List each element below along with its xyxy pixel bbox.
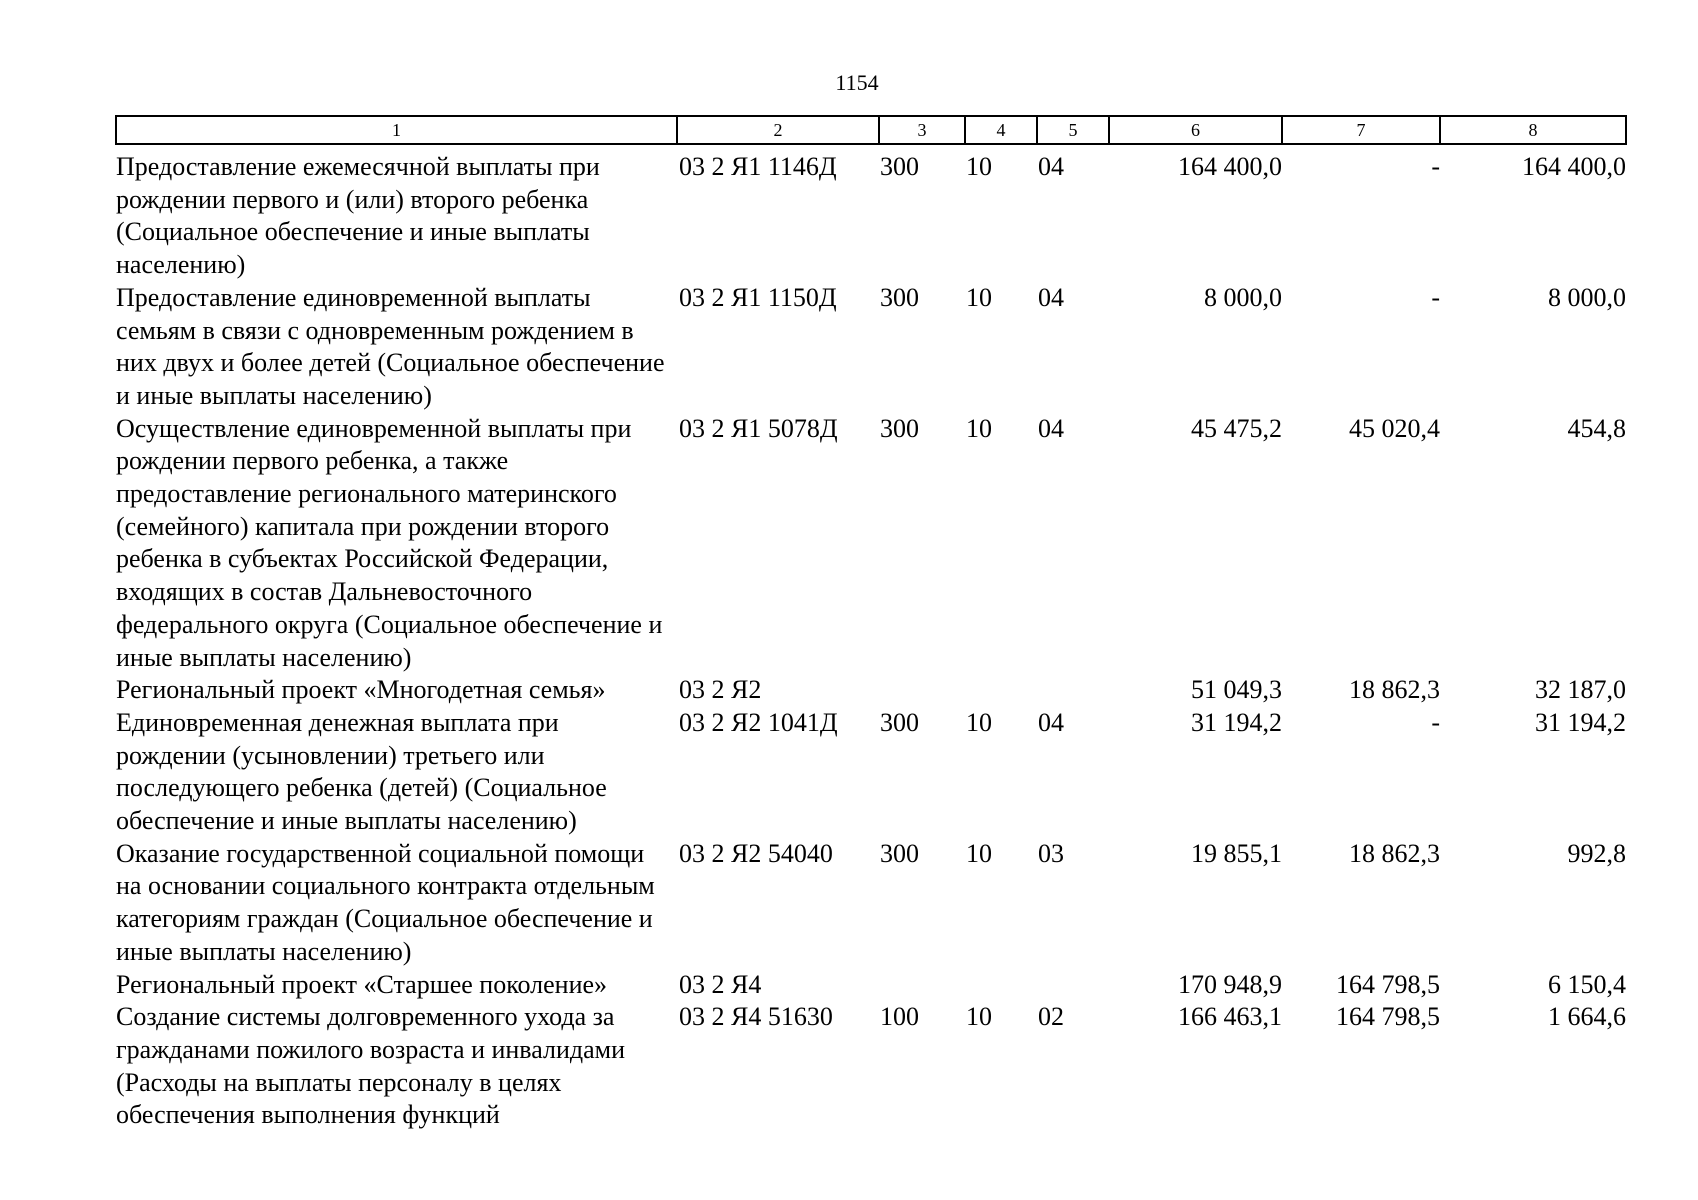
- row-col4: 10: [966, 282, 992, 312]
- row-col5: 04: [1038, 152, 1064, 181]
- row-code: 03 2 Я1 5078Д: [679, 413, 838, 443]
- row-col6: 19 855,1: [1191, 838, 1282, 868]
- row-col3: 300: [880, 152, 919, 181]
- row-col3: [879, 969, 965, 1002]
- row-description: Региональный проект «Многодетная семья»: [116, 675, 606, 705]
- row-col8: 454,8: [1567, 413, 1626, 443]
- budget-table: [115, 115, 1627, 1132]
- row-col7: 18 862,3: [1349, 838, 1440, 868]
- table-row: [116, 838, 1626, 969]
- row-description: Предоставление единовременной выплаты семьям в связи с одновременным рождением в них двух и более детей (Социальное обеспечение и иные выплаты населению): [116, 282, 665, 410]
- row-col8: 6 150,4: [1548, 969, 1626, 999]
- row-col3: 100: [880, 1002, 919, 1032]
- row-col8: 992,8: [1567, 838, 1626, 868]
- column-header-3: 3: [879, 116, 965, 144]
- column-header-8: 8: [1440, 116, 1626, 144]
- table-row: [116, 282, 1626, 413]
- row-code: 03 2 Я4: [679, 969, 762, 999]
- row-col5: [1037, 969, 1109, 1002]
- row-col4: [965, 674, 1037, 707]
- table-row: [116, 413, 1626, 675]
- header-row: [116, 116, 1626, 144]
- row-col7: 45 020,4: [1349, 413, 1440, 443]
- column-header-5: 5: [1037, 116, 1109, 144]
- row-col5: 04: [1038, 413, 1064, 443]
- row-col4: 10: [966, 152, 992, 181]
- row-col6: 166 463,1: [1178, 1002, 1282, 1032]
- row-code: 03 2 Я2 54040: [679, 838, 833, 868]
- row-col7: 18 862,3: [1349, 675, 1440, 705]
- row-description: Региональный проект «Старшее поколение»: [116, 969, 608, 999]
- row-col6: 51 049,3: [1191, 675, 1282, 705]
- page-number: 1154: [835, 70, 879, 95]
- row-col7: 164 798,5: [1336, 1002, 1440, 1032]
- row-col8: 164 400,0: [1522, 152, 1626, 181]
- table-row: [116, 1001, 1626, 1132]
- row-col3: 300: [880, 282, 919, 312]
- row-col6: 45 475,2: [1191, 413, 1282, 443]
- row-col7: -: [1431, 152, 1440, 181]
- row-col5: 04: [1038, 282, 1064, 312]
- row-col8: 32 187,0: [1535, 675, 1626, 705]
- row-col7: -: [1431, 707, 1440, 737]
- row-description: Предоставление ежемесячной выплаты при рождении первого и (или) второго ребенка (Социальное обеспечение и иные выплаты населению): [116, 152, 600, 280]
- row-col5: 03: [1038, 838, 1064, 868]
- row-description: Единовременная денежная выплата при рождении (усыновлении) третьего или последующего ребенка (детей) (Социальное обеспечение и иные выплаты населению): [116, 707, 607, 836]
- row-col3: 300: [880, 707, 919, 737]
- column-header-4: 4: [965, 116, 1037, 144]
- row-col3: [879, 674, 965, 707]
- row-col4: 10: [966, 707, 992, 737]
- row-col8: 1 664,6: [1548, 1002, 1626, 1032]
- row-col4: 10: [966, 1002, 992, 1032]
- column-header-7: 7: [1282, 116, 1440, 144]
- row-col5: 04: [1038, 707, 1064, 737]
- row-col3: 300: [880, 413, 919, 443]
- row-description: Оказание государственной социальной помощи на основании социального контракта отдельным категориям граждан (Социальное обеспечение и иные выплаты населению): [116, 838, 655, 966]
- row-col8: 8 000,0: [1548, 282, 1626, 312]
- row-col8: 31 194,2: [1535, 707, 1626, 737]
- row-col7: 164 798,5: [1336, 969, 1440, 999]
- row-code: 03 2 Я1 1146Д: [679, 152, 837, 181]
- row-description: Осуществление единовременной выплаты при рождении первого ребенка, а также предоставление регионального материнского (семейного) капитала при рождении второго ребенка в субъектах Российской Федерации, входящих в состав Дальневосточного федерального округа (Социальное обеспечение и иные выплаты населению): [116, 413, 663, 672]
- row-col6: 8 000,0: [1204, 282, 1282, 312]
- column-header-2: 2: [677, 116, 879, 144]
- row-col6: 170 948,9: [1178, 969, 1282, 999]
- row-code: 03 2 Я2: [679, 675, 762, 705]
- table-row: [116, 144, 1626, 282]
- row-code: 03 2 Я1 1150Д: [679, 282, 837, 312]
- row-code: 03 2 Я2 1041Д: [679, 707, 838, 737]
- row-code: 03 2 Я4 51630: [679, 1002, 833, 1032]
- row-col4: 10: [966, 413, 992, 443]
- row-col4: [965, 969, 1037, 1002]
- row-col6: 164 400,0: [1178, 152, 1282, 181]
- row-description: Создание системы долговременного ухода за гражданами пожилого возраста и инвалидами (Расходы на выплаты персоналу в целях обеспечения выполнения функций: [116, 1002, 626, 1130]
- row-col5: 02: [1038, 1002, 1064, 1032]
- column-header-6: 6: [1109, 116, 1282, 144]
- row-col5: [1037, 674, 1109, 707]
- table-row: [116, 969, 1626, 1002]
- row-col4: 10: [966, 838, 992, 868]
- row-col6: 31 194,2: [1191, 707, 1282, 737]
- column-header-1: 1: [116, 116, 677, 144]
- table-row: [116, 674, 1626, 707]
- row-col7: -: [1431, 282, 1440, 312]
- row-col3: 300: [880, 838, 919, 868]
- table-row: [116, 707, 1626, 838]
